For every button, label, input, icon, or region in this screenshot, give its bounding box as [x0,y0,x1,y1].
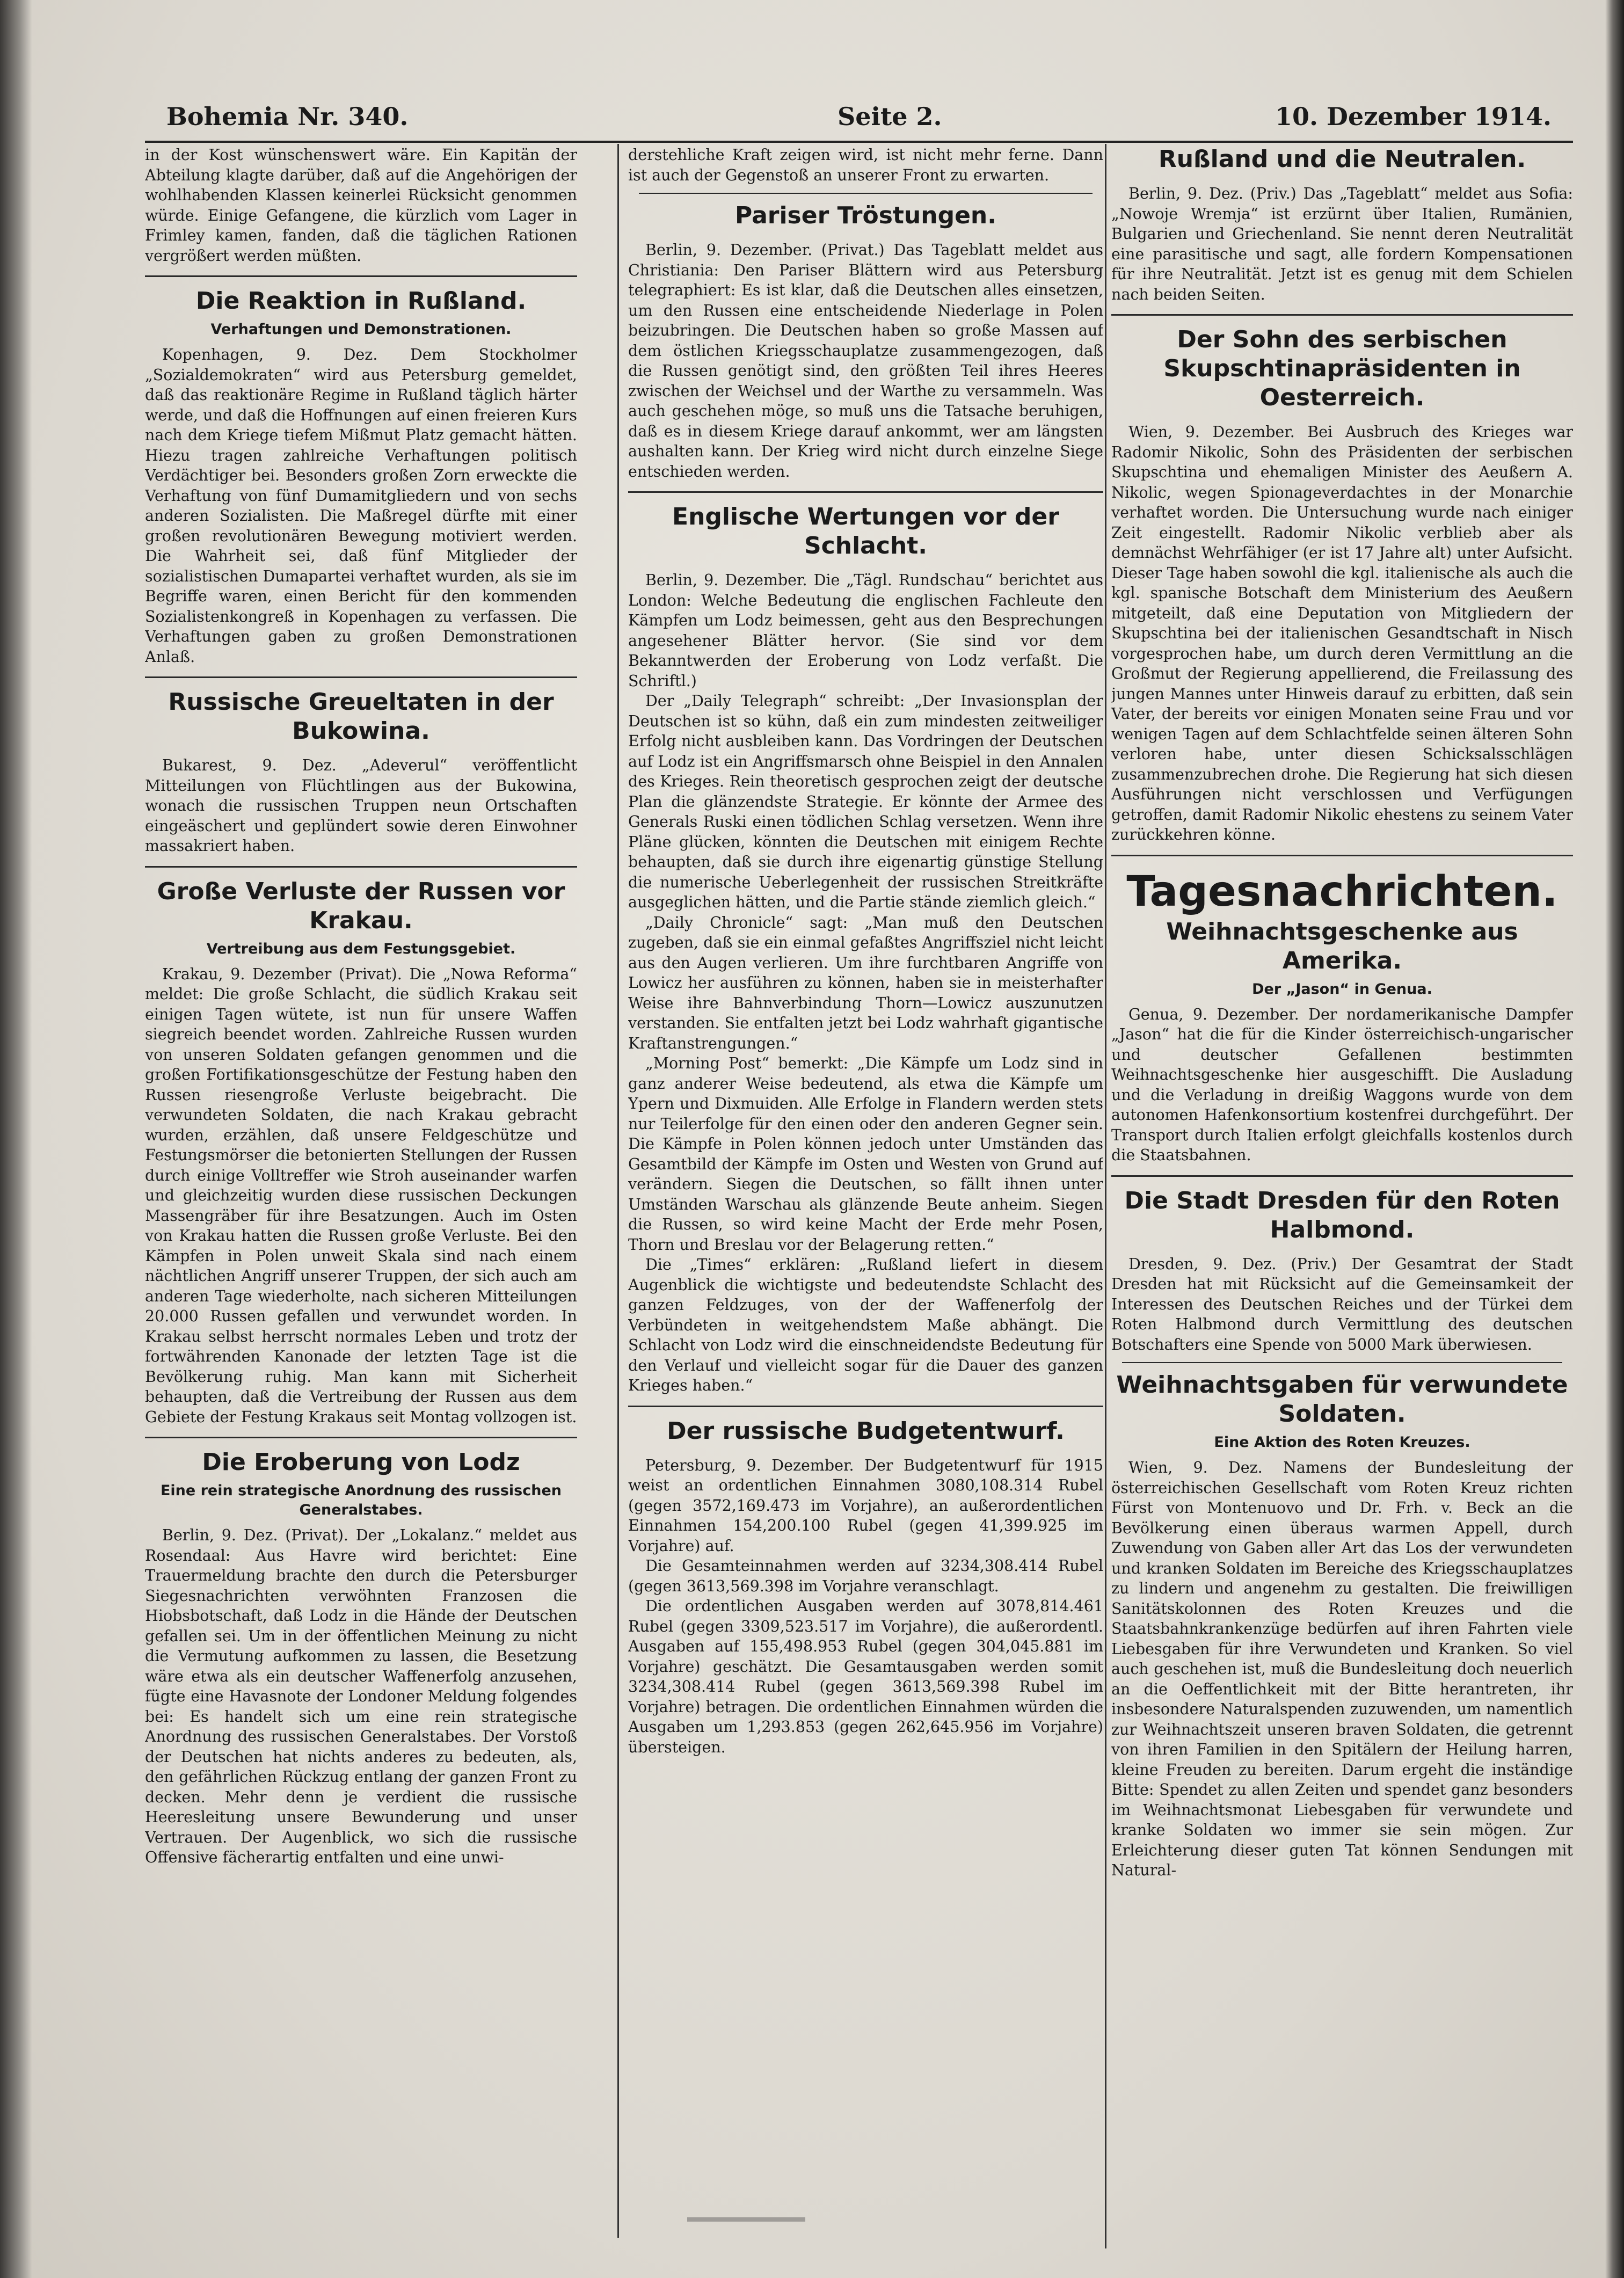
article-body: Krakau, 9. Dezember (Privat). Die „Nowa Reforma“ meldet: Die große Schlacht, die südlich Krakau seit einigen Tagen wütete, ist nun für unsere Waffen siegreich beendet worden. Zahlreiche Russen wurden von unseren Soldaten gefangen genommen und die großen Fortifikationsgeschütze der Festung haben den Russen riesengroße Verluste beigebracht. Die verwundeten Soldaten, die nach Krakau gebracht wurden, erzählen, daß unsere Feldgeschütze und Festungsmörser die betonierten Stellungen der Russen durch einige Volltreffer wie Stroh auseinander warfen und gleichzeitig wurden diese russischen Deckungen Massengräber für ihre Besatzungen. Auch im Osten von Krakau hatten die Russen große Verluste. Bei den Kämpfen in Polen unweit Skala sind nach einem nächtlichen Angriff unserer Truppen, der sich auch am anderen Tage wiederholte, nach sicheren Mitteilungen 20.000 Russen gefallen und verwundet worden. In Krakau selbst herrscht normales Leben und trotz der fortwährenden Kanonade der letzten Tage ist die Bevölkerung ruhig. Man kann mit Sicherheit behaupten, daß die Vertreibung der Russen aus dem Gebiete der Festung Krakaus seit Montag vollzogen ist. [145,965,577,1426]
article-title: Pariser Tröstungen. [735,202,996,229]
article-rule [145,676,577,678]
article-body: Genua, 9. Dezember. Der nordamerikanische Dampfer „Jason“ hat die für die Kinder österreichisch-ungarischer und deutscher Gefallenen bestimmten Weihnachtsgeschenke hier ausgeschifft. Die Ausladung und die Verladung in dreißig Waggons wurde von dem autonomen Hafenkonsortium kostenfrei durchgeführt. Der Transport durch Italien erfolgt gleichfalls kostenlos durch die Staatsbahnen. [1111,1005,1573,1164]
article-rule [1122,1362,1562,1363]
article-rule [1111,314,1573,316]
article-rule [628,1406,1103,1407]
article-title: Englische Wertungen vor der Schlacht. [672,503,1059,559]
article-title: Der Sohn des serbischen Skupschtinapräsidenten in Oesterreich. [1163,326,1521,411]
article-subtitle: Verhaftungen und Demonstrationen. [210,321,512,338]
article-rule [1111,1175,1573,1177]
article-body: „Daily Chronicle“ sagt: „Man muß den Deutschen zugeben, daß sie ein einmal gefaßtes Angriffsziel nicht leicht aus den Augen verlieren. Um ihre furchtbaren Angriffe von Lowicz her ausführen zu können, haben sie in meisterhafter Weise ihre Bahnverbindung Thorn—Lowicz auszunutzen verstanden. Sie entfalten jetzt bei Lodz wahrhaft gigantische Kraftanstrengungen.“ [628,913,1103,1052]
column-rule [1105,144,1106,2248]
article-body: Berlin, 9. Dez. (Priv.) Das „Tageblatt“ meldet aus Sofia: „Nowoje Wremja“ ist erzürnt über Italien, Rumänien, Bulgarien und Griechenland. Sie nennt deren Neutralität eine parasitische und sagt, alle fordern Kompensationen für ihre Neutralität. Jetzt ist es genug mit dem Schielen nach beiden Seiten. [1111,185,1573,303]
scan-smudge [687,2217,805,2222]
article-body: Wien, 9. Dez. Namens der Bundesleitung der österreichischen Gesellschaft vom Roten Kreuz richten Fürst von Montenuovo und Dr. Frh. v. Beck an die Bevölkerung einen überaus warmen Appell, durch Zuwendung von Gaben aller Art das Los der verwundeten und kranken Soldaten im Bereiche des Kriegsschauplatzes zu lindern und angenehm zu gestalten. Die freiwilligen Sanitätskolonnen des Roten Kreuzes und die Staatsbahnkrankenzüge bedürfen auf ihren Fahrten viele Liebesgaben für ihre Verwundeten und Kranken. So viel auch geschehen ist, muß die Bundesleitung doch neuerlich an die Oeffentlichkeit mit der Bitte herantreten, ihr insbesondere Naturalspenden zuzuwenden, um namentlich zur Weihnachtszeit unseren braven Soldaten, die getrennt von ihren Familien in den Spitälern der Heilung harren, kleine Freuden zu bereiten. Darum ergeht die inständige Bitte: Spendet zu allen Zeiten und spendet ganz besonders im Weihnachtsmonat Liebesgaben für verwundete und kranke Soldaten wo immer sie sein mögen. Zur Erleichterung dieser guten Tat können Sendungen mit Natural- [1111,1459,1573,1879]
continued-text: derstehliche Kraft zeigen wird, ist nicht mehr ferne. Dann ist auch der Gegenstoß an unserer Front zu erwarten. [628,146,1103,184]
article-body: Die ordentlichen Ausgaben werden auf 3078,814.461 Rubel (gegen 3309,523.517 im Vorjahre), die außerordentl. Ausgaben auf 155,498.953 Rubel (gegen 304,045.881 im Vorjahre) geschätzt. Die Gesamtausgaben werden somit 3234,308.414 Rubel (gegen 3613,569.398 Rubel im Vorjahre) betragen. Die ordentlichen Einnahmen würden die Ausgaben um 1,293.853 (gegen 262,645.956 im Vorjahre) übersteigen. [628,1597,1103,1756]
column-1 [145,145,577,2239]
header-issue: Bohemia Nr. 340. [166,102,409,131]
article-body: Dresden, 9. Dez. (Priv.) Der Gesamtrat der Stadt Dresden hat mit Rücksicht auf die Gemeinsamkeit der Interessen des Deutschen Reiches und der Türkei dem Roten Halbmond durch Vermittlung des deutschen Botschafters eine Spende von 5000 Mark überwiesen. [1111,1255,1573,1353]
section-title: Tagesnachrichten. [1126,867,1558,916]
article-body: Berlin, 9. Dez. (Privat). Der „Lokalanz.“ meldet aus Rosendaal: Aus Havre wird berichtet: Eine Trauermeldung brachte den durch die Petersburger Siegesnachrichten verwöhnten Franzosen die Hiobsbotschaft, daß Lodz in die Hände der Deutschen gefallen sei. Um in der öffentlichen Meinung zu nicht die Vermutung aufkommen zu lassen, die Besetzung wäre etwa als ein deutscher Waffenerfolg anzusehen, fügte eine Havasnote der Londoner Meldung folgendes bei: Es handelt sich um eine rein strategische Anordnung des russischen Generalstabes. Der Vorstoß der Deutschen hat nichts anderes zu bedeuten, als, den gefährlichen Rückzug entlang der ganzen Front zu decken. Mehr denn je verdient die russische Heeresleitung unsere Bewunderung und unser Vertrauen. Der Augenblick, wo sich die russische Offensive fächerartig entfalten und eine unwi- [145,1526,577,1866]
header-date: 10. Dezember 1914. [1275,102,1552,131]
article-body: Bukarest, 9. Dez. „Adeverul“ veröffentlicht Mitteilungen von Flüchtlingen aus der Bukowina, wonach die russischen Truppen neun Ortschaften eingeäschert und geplündert sowie deren Einwohner massakriert haben. [145,756,577,855]
article-subtitle: Der „Jason“ in Genua. [1252,980,1432,998]
article-title: Die Eroberung von Lodz [202,1449,520,1476]
article-title: Rußland und die Neutralen. [1158,145,1526,173]
article-rule [145,275,577,277]
article-body: Wien, 9. Dezember. Bei Ausbruch des Krieges war Radomir Nikolic, Sohn des Präsidenten der serbischen Skupschtina und ehemaligen Minister des Aeußern A. Nikolic, wegen Spionageverdachtes in der Monarchie verhaftet worden. Die Untersuchung wurde nach einiger Zeit eingestellt. Radomir Nikolic verblieb aber als demnächst Wehrfähiger (er ist 17 Jahre alt) unter Aufsicht. Dieser Tage haben sowohl die kgl. italienische als auch die kgl. spanische Botschaft dem Ministerium des Aeußern mitgeteilt, daß eine Deputation von Mitgliedern der Skupschtina bei der italienischen Gesandtschaft in Nisch vorgesprochen habe, um durch deren Vermittlung an die Großmut der Regierung appellierend, die Freilassung des jungen Mannes unter Hinweis darauf zu erbitten, daß sein Vater, der bereits vor einigen Monaten seine Frau und vor wenigen Tagen auf dem Schlachtfelde seinen älteren Sohn verloren habe, unter diesen Schicksalsschlägen zusammenzubrechen drohe. Die Regierung hat sich diesen Ausführungen nicht verschlossen und Verfügungen getroffen, damit Radomir Nikolic ehestens zu seinem Vater zurückkehren könne. [1111,423,1573,843]
article-title: Die Reaktion in Rußland. [195,287,527,315]
article-subtitle: Eine Aktion des Roten Kreuzes. [1214,1434,1470,1451]
scan-edge-left [0,0,32,2278]
column-rule [617,144,619,2238]
article-subtitle: Vertreibung aus dem Festungsgebiet. [206,940,516,957]
article-rule [145,1437,577,1438]
article-rule [628,491,1103,493]
scan-edge-right [1605,0,1624,2278]
header-page-number: Seite 2. [838,102,942,131]
article-title: Der russische Budgetentwurf. [667,1417,1065,1445]
page-header [161,102,1557,140]
section-rule [1111,855,1573,856]
article-body: „Morning Post“ bemerkt: „Die Kämpfe um Lodz sind in ganz anderer Weise bedeutend, als etwa die Kämpfe um Ypern und Dixmuiden. Alle Erfolge in Flandern werden stets nur Teilerfolge für den einen oder den anderen Gegner sein. Die Kämpfe in Polen können jedoch unter Umständen das Gesamtbild der Kämpfe im Osten und Westen von Grund auf verändern. Siegen die Deutschen, so fällt ihnen unter Umständen Warschau als glänzende Beute anheim. Siegen die Russen, so wird keine Macht der Erde mehr Posen, Thorn und Breslau vor der Belagerung retten.“ [628,1054,1103,1254]
article-title: Große Verluste der Russen vor Krakau. [157,877,565,934]
article-body: Die „Times“ erklären: „Rußland liefert in diesem Augenblick die wichtigste und bedeutendste Schlacht des ganzen Feldzuges, von der der Waffenerfolg der Verbündeten in weitgehendstem Maße abhängt. Die Schlacht von Lodz wird die einschneidendste Bedeutung für den Verlauf und vielleicht sogar für die Dauer des ganzen Krieges haben.“ [628,1256,1103,1394]
article-title: Russische Greueltaten in der Bukowina. [168,688,554,745]
article-body: Der „Daily Telegraph“ schreibt: „Der Invasionsplan der Deutschen ist so kühn, daß ein zum mindesten zeitweiliger Erfolg nicht ausbleiben kann. Das Vordringen der Deutschen auf Lodz ist ein Angriffsmarsch ohne Beispiel in den Annalen des Krieges. Rein theoretisch gesprochen zeigt der deutsche Plan die glänzendste Strategie. Er könnte der Armee des Generals Ruski einen tödlichen Schlag versetzen. Wenn ihre Pläne glücken, könnten die Deutschen mit einigem Rechte behaupten, daß sie durch ihre eigenartig günstige Stellung die numerische Ueberlegenheit der russischen Streitkräfte ausgeglichen hätten, und die Partie stände ziemlich gleich.“ [628,692,1103,911]
article-title: Weihnachtsgaben für verwundete Soldaten. [1116,1371,1568,1428]
continued-text: in der Kost wünschenswert wäre. Ein Kapitän der Abteilung klagte darüber, daß auf die Angehörigen der wohlhabenden Klassen keinerlei Rücksicht genommen würde. Einige Gefangene, die kürzlich vom Lager in Frimley kamen, fanden, daß die täglichen Rationen vergrößert werden müßten. [145,146,577,265]
article-title: Die Stadt Dresden für den Roten Halbmond. [1124,1187,1560,1243]
article-rule [145,866,577,868]
article-body: Die Gesamteinnahmen werden auf 3234,308.414 Rubel (gegen 3613,569.398 im Vorjahre veranschlagt. [628,1557,1103,1595]
article-body: Berlin, 9. Dezember. Die „Tägl. Rundschau“ berichtet aus London: Welche Bedeutung die englischen Fachleute den Kämpfen um Lodz beimessen, geht aus den Besprechungen angesehener Blätter hervor. (Sie sind vor dem Bekanntwerden der Eroberung von Lodz verfaßt. Die Schriftl.) [628,571,1103,690]
article-body: Berlin, 9. Dezember. (Privat.) Das Tageblatt meldet aus Christiania: Den Pariser Blättern wird aus Petersburg telegraphiert: Es ist klar, daß die Deutschen alles einsetzen, um den Russen eine entscheidende Niederlage in Polen beizubringen. Die Deutschen haben so große Massen auf dem östlichen Kriegsschauplatze zusammengezogen, daß die Russen genötigt sind, den größten Teil ihres Heeres zwischen der Weichsel und der Warthe zu versammeln. Was auch geschehen möge, so muß uns die Tatsache beruhigen, daß es in diesem Kriege darauf ankommt, wer am längsten aushalten kann. Der Krieg wird nicht durch einzelne Siege entschieden werden. [628,241,1103,481]
article-rule [639,193,1093,194]
header-rule [145,141,1573,143]
column-3 [1111,145,1573,2250]
article-body: Kopenhagen, 9. Dez. Dem Stockholmer „Sozialdemokraten“ wird aus Petersburg gemeldet, daß das reaktionäre Regime in Rußland täglich härter werde, und daß die Hoffnungen auf einen freieren Kurs nach dem Kriege tiefem Mißmut Platz gemacht hätten. Hiezu tragen zahlreiche Verhaftungen politisch Verdächtiger bei. Besonders großen Zorn erweckte die Verhaftung von fünf Dumamitgliedern und von sechs anderen Sozialisten. Die Maßregel dürfte mit einer großen revolutionären Bewegung motiviert werden. Die Wahrheit sei, daß fünf Mitglieder der sozialistischen Dumapartei verhaftet wurden, als sie im Begriffe waren, einen Bericht für den kommenden Sozialistenkongreß in Kopenhagen zu verfassen. Die Verhaftungen gaben zu großen Demonstrationen Anlaß. [145,346,577,666]
article-title: Weihnachtsgeschenke aus Amerika. [1166,918,1518,974]
article-body: Petersburg, 9. Dezember. Der Budgetentwurf für 1915 weist an ordentlichen Einnahmen 3080,108.314 Rubel (gegen 3572,169.473 im Vorjahre), an außerordentlichen Einnahmen 154,200.100 Rubel (gegen 41,399.925 im Vorjahre) auf. [628,1456,1103,1555]
column-2 [628,145,1103,2250]
article-subtitle: Eine rein strategische Anordnung des russischen Generalstabes. [160,1482,562,1518]
